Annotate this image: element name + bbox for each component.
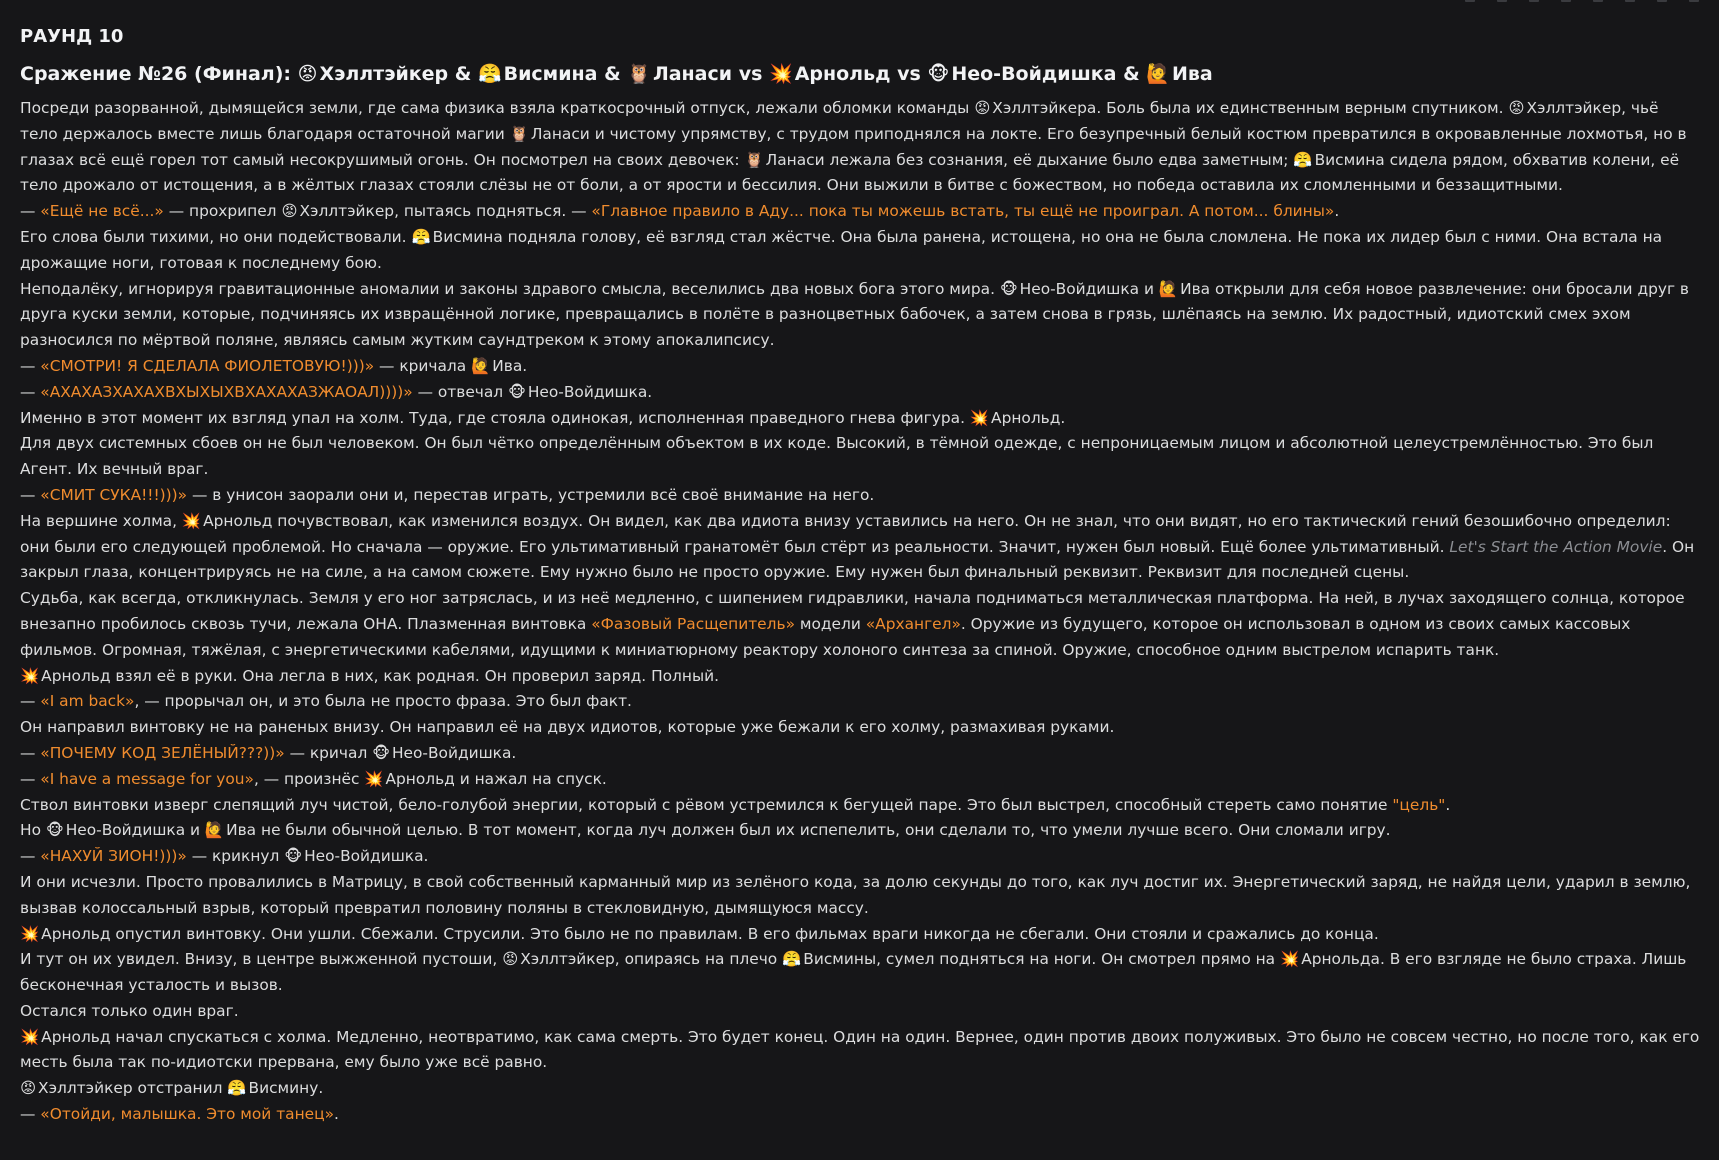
angry-face-icon: 😡 [297, 63, 318, 85]
text-run: Ствол винтовки изверг слепящий луч чистой, бело-голубой энергии, который с рёвом устремился к бегущей паре. Это был выстрел, способный стереть само понятие [20, 795, 1393, 814]
quoted-speech: «ПОЧЕМУ КОД ЗЕЛЁНЫЙ???))» [40, 743, 285, 762]
text-run: Арнольд. [991, 408, 1066, 427]
message-document [20, 20, 1700, 1128]
text-run: Арнольд начал спускаться с холма. Медленно, неотвратимо, как сама смерть. Это будет конец. Один на один. Вернее, один против двоих полуживых. Это было не совсем честно, но после того, как его месть была так по-идиотски прервана, ему было уже всё равно. [20, 1027, 1700, 1072]
story-paragraph [20, 1025, 1700, 1077]
quoted-speech: «Фазовый Расщепитель» [591, 614, 795, 633]
monkey-face-icon: 🐵 [927, 63, 950, 85]
text-run: Нео-Войдишка. [391, 743, 517, 762]
text-run: Нео-Войдишка и [65, 821, 205, 840]
text-run: Ива. [492, 356, 528, 375]
owl-icon: 🦉 [627, 63, 651, 85]
text-run: , — прорычал он, и это была не просто фраза. Это был факт. [134, 692, 632, 711]
text-run: Сражение №26 (Финал): [20, 63, 298, 85]
text-run: . Он закрыл глаза, концентрируясь не на силе, а на самом сюжете. Ему нужно было не просто оружие. Ему нужен был финальный реквизит. Реквизит для последней сцены. [20, 537, 1695, 582]
quoted-speech: «СМИТ СУКА!!!)))» [40, 485, 188, 504]
collision-icon: 💥 [1280, 950, 1300, 969]
text-run: Остался только один враг. [20, 1001, 239, 1020]
person-raising-hand-icon: 🙋 [1146, 63, 1170, 85]
text-run: Арнольд и нажал на спуск. [385, 769, 607, 788]
story-paragraph [20, 664, 1700, 690]
text-run: — кричала [374, 356, 472, 375]
huffing-face-icon: 😤 [411, 227, 431, 246]
text-run: Судьба, как всегда, откликнулась. Земля у его ног затряслась, и из неё медленно, с шипением гидравлики, начала подниматься металлическая платформа. На ней, в лучах заходящего солнца, которое внезапно пробилось сквозь тучи, лежала ОНА. Плазменная винтовка [20, 589, 1685, 633]
clipped-top-text [20, 0, 200, 2]
text-run: Арнольд опустил винтовку. Они ушли. Сбежали. Струсили. Это было не по правилам. В его фильмах враги никогда не сбегали. Они стояли и сражались до конца. [41, 924, 1379, 943]
collision-icon: 💥 [769, 63, 793, 85]
text-run: Он направил винтовку не на раненых внизу. Он направил её на двух идиотов, которые уже бежали к его холму, размахивая руками. [20, 718, 1115, 737]
collision-icon: 💥 [364, 769, 384, 788]
story-paragraph [20, 431, 1700, 483]
story-paragraph [20, 947, 1700, 999]
text-run: И тут он их увидел. Внизу, в центре выжженной пустоши, [20, 950, 503, 969]
story-paragraph [20, 767, 1700, 793]
huffing-face-icon: 😤 [782, 950, 802, 969]
story-paragraph [20, 380, 1700, 406]
text-run: — [20, 382, 41, 401]
text-run: Висмина & [503, 63, 628, 85]
text-run: — [20, 743, 41, 762]
text-run: Для двух системных сбоев он не был человеком. Он был чётко определённым объектом в их коде. Высокий, в тёмной одежде, с непроницаемым лицом и абсолютной целеустремлённостью. Это был Агент. Их вечный враг. [20, 434, 1654, 479]
text-run: Ива не были обычной целью. В тот момент, когда луч должен был их испепелить, они сделали то, что умели лучше всего. Они сломали игру. [226, 821, 1391, 840]
text-run: . [1445, 795, 1451, 814]
text-run: — [20, 202, 41, 221]
toolbar-icon[interactable] [1625, 0, 1635, 2]
story-paragraph [20, 354, 1700, 380]
quoted-speech: «Ещё не всё...» [40, 202, 164, 221]
story-paragraph [20, 483, 1700, 509]
angry-face-icon: 😡 [502, 950, 519, 969]
text-run: — [20, 692, 41, 711]
toolbar-icon[interactable] [1593, 0, 1603, 2]
text-run: Нео-Войдишка и [1019, 279, 1159, 298]
story-paragraph [20, 741, 1700, 767]
quoted-speech: "цель" [1392, 795, 1446, 814]
text-run: Нео-Войдишка. [527, 382, 653, 401]
text-run: Ива открыли для себя новое развлечение: они бросали друг в друга куски земли, которые, подчиняясь их извращённой логике, превращались в полёте в разноцветных бабочек, а затем снова в грязь, шлёпаясь на землю. Их радостный, идиотский смех эхом разносился по мёртвой поляне, являясь самым жутким саундтреком к этому апокалипсису. [20, 279, 1690, 350]
text-run: — отвечал [412, 382, 509, 401]
owl-icon: 🦉 [744, 150, 764, 169]
text-run: — [20, 769, 41, 788]
person-raising-hand-icon: 🙋 [471, 356, 491, 375]
text-run: Арнольд взял её в руки. Она легла в них, как родная. Он проверил заряд. Полный. [41, 666, 719, 685]
story-paragraph [20, 689, 1700, 715]
angry-face-icon: 😡 [20, 1079, 37, 1098]
story-paragraph [20, 1076, 1700, 1102]
battle-title [20, 54, 1700, 94]
text-run: Ланаси vs [652, 63, 770, 85]
toolbar-icon[interactable] [1529, 0, 1539, 2]
toolbar-icon[interactable] [1465, 0, 1475, 2]
text-run: Хэллтэйкер & [319, 63, 478, 85]
quoted-speech: «НАХУЙ ЗИОН!)))» [40, 847, 187, 866]
text-run: Хэллтэйкер отстранил [38, 1079, 228, 1098]
text-run: Висмины, сумел подняться на ноги. Он смотрел прямо на [803, 950, 1281, 969]
angry-face-icon: 😡 [1508, 99, 1525, 117]
text-run: Нео-Войдишка. [304, 847, 429, 866]
text-run: — в унисон заорали они и, перестав играть, устремили всё своё внимание на него. [187, 485, 875, 504]
story-paragraph [20, 870, 1700, 922]
quoted-speech: «Главное правило в Аду... пока ты можешь встать, ты ещё не проиграл. А потом... блины» [591, 202, 1335, 221]
text-run: Именно в этот момент их взгляд упал на холм. Туда, где стояла одинокая, исполненная праведного гнева фигура. [20, 408, 970, 427]
toolbar-icon[interactable] [1689, 0, 1699, 2]
huffing-face-icon: 😤 [1293, 150, 1313, 169]
story-paragraph [20, 844, 1700, 870]
story-paragraph [20, 999, 1700, 1025]
text-run: Хэллтэйкер, пытаясь подняться. — [299, 202, 592, 221]
story-paragraph [20, 1102, 1700, 1128]
text-run: Ланаси лежала без сознания, её дыхание было едва заметным; [765, 150, 1294, 169]
story-paragraph [20, 586, 1700, 663]
quoted-speech: «I am back» [40, 692, 135, 711]
text-run: Арнольда. В его взгляде не было страха. Лишь бесконечная усталость и вызов. [20, 950, 1687, 995]
text-run: Висмина подняла голову, её взгляд стал жёстче. Она была ранена, истощена, но она не была сломлена. Не пока их лидер был с ними. Она встала на дрожащие ноги, готовая к последнему бою. [20, 227, 1663, 272]
text-run: — [20, 356, 41, 375]
angry-face-icon: 😡 [281, 202, 298, 221]
text-run: . [1334, 202, 1340, 221]
monkey-face-icon: 🐵 [999, 279, 1018, 298]
text-run: . Оружие из будущего, которое он использовал в одном из своих самых кассовых фильмов. Огромная, тяжёлая, с энергетическими кабелями, идущими к миниатюрному реактору холоного синтеза за спиной. Оружие, способное одним выстрелом испарить танк. [20, 614, 1631, 659]
quoted-speech: «Отойди, малышка. Это мой танец» [40, 1105, 335, 1124]
text-run: Висмина сидела рядом, обхватив колени, её тело дрожало от истощения, а в жёлтых глазах стояли слёзы не от боли, а от ярости и бессилия. Они выжили в битве с божеством, но победа оставила их сломленными и беззащитными. [20, 150, 1680, 195]
monkey-face-icon: 🐵 [284, 847, 303, 866]
collision-icon: 💥 [20, 666, 40, 685]
story-paragraph [20, 715, 1700, 741]
text-run: На вершине холма, [20, 511, 182, 530]
toolbar-icon[interactable] [1561, 0, 1571, 2]
top-strip [0, 0, 1719, 8]
text-run: Неподалёку, игнорируя гравитационные аномалии и законы здравого смысла, веселились два новых бога этого мира. [20, 279, 1000, 298]
text-run: Посреди разорванной, дымящейся земли, где сама физика взяла краткосрочный отпуск, лежали обломки команды [20, 99, 975, 117]
quoted-speech: «Архангел» [865, 614, 961, 633]
monkey-face-icon: 🐵 [508, 382, 526, 401]
huffing-face-icon: 😤 [227, 1079, 247, 1098]
story-paragraph [20, 225, 1700, 277]
text-run: Хэллтэйкера. Боль была их единственным верным спутником. [992, 99, 1509, 117]
text-run: — кричал [284, 743, 373, 762]
collision-icon: 💥 [181, 511, 202, 530]
story-paragraph [20, 96, 1700, 199]
round-title: РАУНД 10 [20, 26, 124, 47]
toolbar-icon[interactable] [1497, 0, 1507, 2]
text-run: — крикнул [186, 847, 285, 866]
story-paragraph [20, 922, 1700, 948]
angry-face-icon: 😡 [974, 99, 991, 117]
text-run: — [20, 485, 41, 504]
text-run: Висмину. [248, 1079, 324, 1098]
text-run: — прохрипел [163, 202, 282, 221]
story-paragraph [20, 277, 1700, 354]
quoted-speech: «СМОТРИ! Я СДЕЛАЛА ФИОЛЕТОВУЮ!)))» [40, 356, 375, 375]
text-run: , — произнёс [253, 769, 365, 788]
monkey-face-icon: 🐵 [372, 743, 390, 762]
collision-icon: 💥 [969, 408, 990, 427]
story-paragraph [20, 199, 1700, 225]
huffing-face-icon: 😤 [477, 63, 502, 85]
text-run: Арнольд vs [794, 63, 928, 85]
quoted-speech: «I have a message for you» [40, 769, 254, 788]
story-body [20, 96, 1700, 1128]
monkey-face-icon: 🐵 [45, 821, 64, 840]
text-run: модели [794, 614, 866, 633]
story-paragraph [20, 793, 1700, 819]
text-run: Ланаси и чистому упрямству, с трудом приподнялся на локте. Его безупречный белый костюм превратился в окровавленные лохмотья, но в глазах всё ещё горел тот самый несокрушимый огонь. Он посмотрел на своих девочек: [20, 124, 1687, 169]
italic-ability-name: Let's Start the Action Movie [1449, 537, 1663, 556]
story-paragraph [20, 406, 1700, 432]
text-run: Его слова были тихими, но они подействовали. [20, 227, 412, 246]
collision-icon: 💥 [20, 1027, 40, 1046]
text-run: Арнольд почувствовал, как изменился воздух. Он видел, как два идиота внизу уставились на него. Он не знал, что они видят, но его тактический гений безошибочно определил: они были его следующей проблемой. Но сначала — оружие. Его ультимативный гранатомёт был стёрт из реальности. Значит, нужен был новый. Ещё более ультимативный. [20, 511, 1671, 556]
text-run: Но [20, 821, 46, 840]
quoted-speech: «АХАХАЗХАХАХВХЫХЫХВХАХАХАЗЖАОАЛ))))» [40, 382, 413, 401]
text-run: Хэллтэйкер, чьё тело держалось вместе лишь благодаря остаточной магии [20, 99, 1659, 143]
story-paragraph [20, 818, 1700, 844]
text-run: Нео-Войдишка & [951, 63, 1147, 85]
story-paragraph [20, 509, 1700, 586]
owl-icon: 🦉 [509, 124, 529, 143]
text-run: . [334, 1105, 339, 1124]
text-run: Ива [1171, 63, 1213, 85]
toolbar-icon[interactable] [1657, 0, 1667, 2]
person-raising-hand-icon: 🙋 [204, 821, 225, 840]
text-run: — [20, 1105, 41, 1124]
text-run: Хэллтэйкер, опираясь на плечо [520, 950, 783, 969]
clipped-toolbar [1465, 0, 1699, 2]
collision-icon: 💥 [20, 924, 40, 943]
person-raising-hand-icon: 🙋 [1158, 279, 1179, 298]
text-run: — [20, 847, 41, 866]
text-run: И они исчезли. Просто провалились в Матрицу, в свой собственный карманный мир из зелёного кода, за долю секунды до того, как луч достиг их. Энергетический заряд, не найдя цели, ударил в землю, вызвав колоссальный взрыв, который превратил половину поляны в стекловидную, дымящуюся массу. [20, 872, 1691, 917]
